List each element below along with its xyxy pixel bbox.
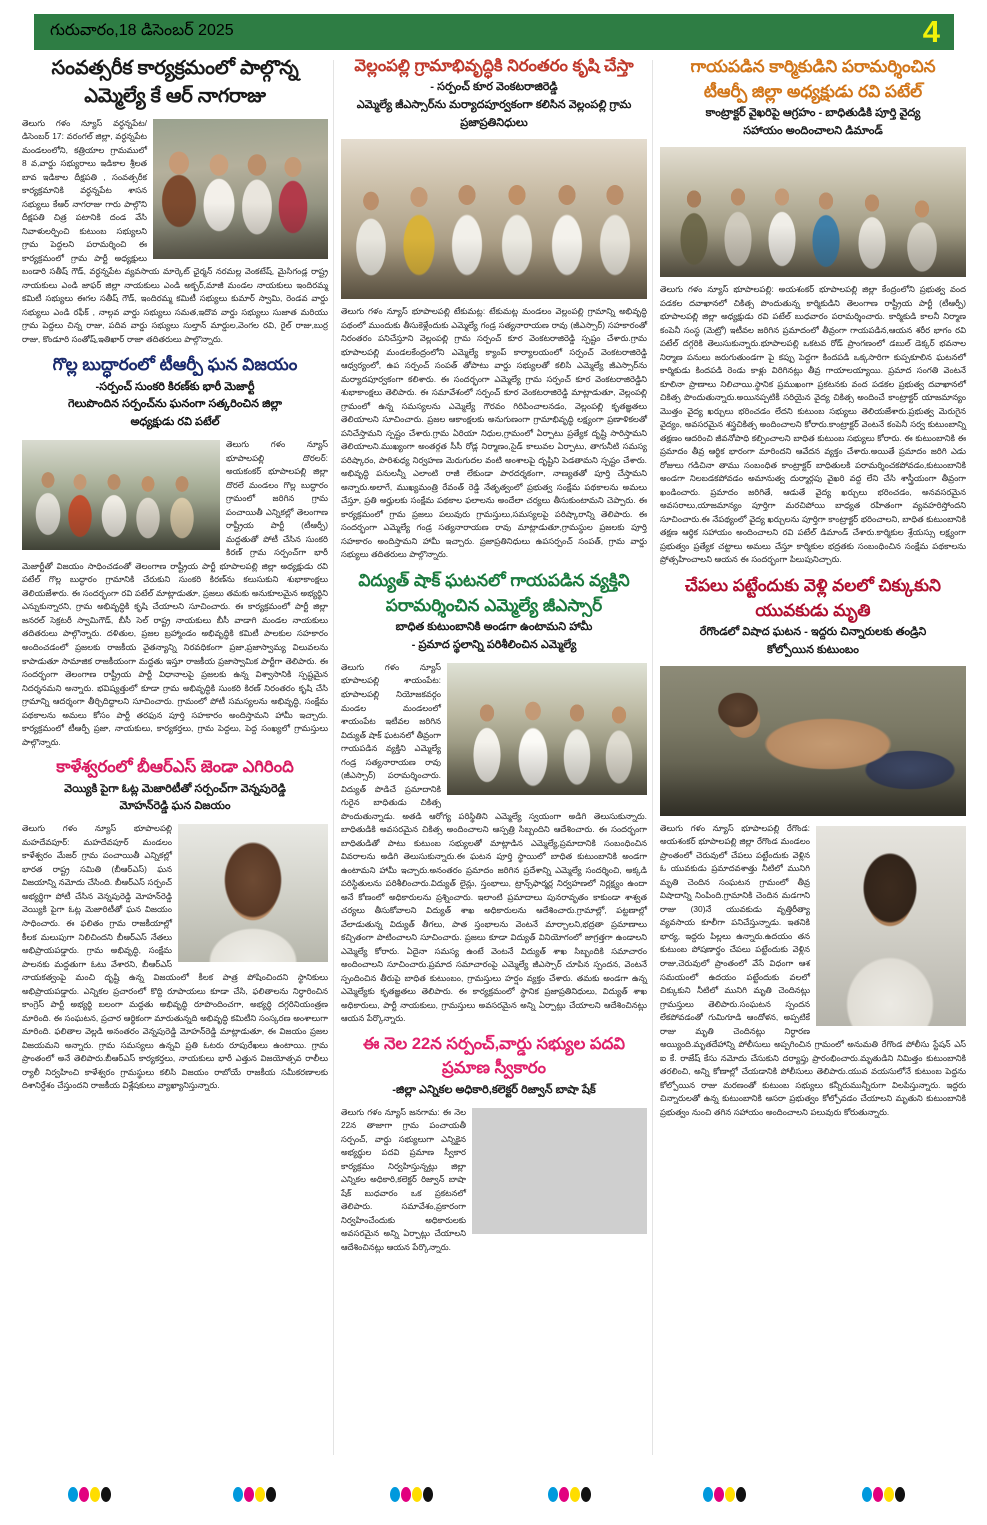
subheadline-1: బాధిత కుటుంబానికి అండగా ఉంటామని హామీ [395,621,593,634]
column-divider-1 [333,60,334,1455]
article-photo-deceased-portrait [816,826,966,1026]
subheadline-1: -జిల్లా ఎన్నికల అధికారి,కలెక్టర్ రిజ్వాన్ బాషా షేక్ [392,1083,596,1096]
article-vellampalli-development [341,56,647,562]
article-injured-worker-visit [660,56,966,567]
black-dot [581,1487,591,1502]
magenta-dot [714,1487,724,1502]
cmyk-mark-group [233,1487,276,1502]
article-electric-shock-visit [341,570,647,1026]
article-oath-ceremony [341,1034,647,1254]
article-body: తెలుగు గళం న్యూస్ భూపాలపల్లి టేకుమట్ల: టేకుమట్ల మండలం వెల్లంపల్లి గ్రామాన్ని అభివృద్ధి పథంలో ముందుకు తీసుకెళ్లేందుకు ఎమ్మెల్యే గండ్ర సత్యనారాయణ రావు (జీఎస్సార్) సహకారంతో నిరంతరం పనిచేస్తూని వెల్లంపల్లి గ్రామ సర్పంచ్ కూర వెంకటరాజిరెడ్డి స్పష్టం చేశారు.గ్రామ భూపాలపల్లి మండలకేంద్రంలోని ఎమ్మెల్యే క్యాంప్ కార్యాలయంలో సర్పంచ్ వెంకటరాజిరెడ్డి ఆధ్వర్యంలో, ఉప సర్పంచ్ సంపత్ తోపాటు వార్డు సభ్యులతో కలిసి ఎమ్మెల్యే జీఎస్సార్‌ను మర్యాదపూర్వకంగా కలిశారు. ఈ సందర్భంగా ఎమ్మెల్యే గ్రామ సర్పంచ్ కూర వెంకటరాజిరెడ్డిని శుభాకాంక్షలు తెలిపారు. ఈ సమావేశంలో సర్పంచ్ కూర వెంకటరాజిరెడ్డి మాట్లాడుతూ, వెల్లంపల్లి గ్రామంలో ఉన్న సమస్యలను ఎమ్మెల్యే గౌరవం గిరిపించాలనడం, వెల్లంపల్లి కృతజ్ఞతలు తెలియాలని సూచించారు. ప్రజల ఆకాంక్షలకు అనుగుణంగా గ్రామాభివృద్ధి లక్ష్యంగా ప్రణాళికలతో పనిచేస్తామని స్పష్టం చేశారు.గ్రామ ఏరియా నిధుల,గ్రామంలో ఏర్పాటు ప్రత్యేక దృష్టి సారిస్తామని తెలియాలని.ముఖ్యంగా అంతర్గత సీసీ రోడ్ల నిర్మాణం,సైడ్ కాలువల ఏర్పాటు, తాగునీటి సమస్య పరిష్కారం, పారిశుధ్య నిర్వహణ మెరుగుదల వంటి అంశాలపై దృష్టిని పెడతామని స్పష్టం చేశారు. అభివృద్ధి పనులన్నీ ఎలాంటి రాజీ లేకుండా పారదర్శకంగా, నాణ్యతతో పూర్తి చేస్తామని అన్నారు.అలాగే, ముఖ్యమంత్రి రేవంత్ రెడ్డి నేతృత్వంలో ప్రభుత్వ సంక్షేమ పథకాలను అమలు చేస్తూ, ప్రతి అర్హులకు సంక్షేమ పథకాల ఫలాలను అందేలా చర్యలు తీసుకుంటామని చెప్పారు. ఈ కార్యక్రమంలో గ్రామ ప్రజలు పలువురు గ్రామస్తులు,సమస్యలపై పరిష్కారాన్ని తెలిపారు. ఈ సందర్భంగా ఎమ్మెల్యే గండ్ర సత్యనారాయణ రావు మాట్లాడుతూ,గ్రామస్థుల ప్రజలకు పూర్తి సహకారం అందిస్తామని హామీ ఇచ్చారు. ప్రజాప్రతినిధులు ఉపసర్పంచ్ సంపత్, గ్రామ వార్డు సభ్యులు తదితరులు పాల్గొన్నారు. [341,306,647,560]
cyan-dot [68,1487,78,1502]
page-number: 4 [922,13,940,49]
yellow-dot [90,1487,100,1502]
article-photo-garlanding [153,119,328,259]
cmyk-mark-group [68,1487,111,1502]
article-body: తెలుగు గళం న్యూస్ భూపాలపల్లి దొరలర్: అయకంకర్ భూపాలపల్లి జిల్లా దొరలే మండలం గొల్ల బుద్ధారం గ్రామంలో జరిగిన గ్రామ పంచాయితీ ఎన్నికల్లో తెలంగాణ రాష్ట్రీయ పార్టీ (టీఆర్పీ) మద్దతుతో పోటీ చేసిన సుంకరి కిరణ్ గ్రామ సర్పంచ్‌గా భారీ మెజార్టీతో విజయం సాధించడంతో తెలంగాణ రాష్ట్రీయ పార్టీ భూపాలపల్లి జిల్లా అధ్యక్షుడు రవి పటేల్ గొల్ల బుద్ధారం గ్రామానికి చేరుకుని సుంకరి కిరణ్‌ను కలుసుకుని శుభాకాంక్షలు తెలియజేశారు. ఈ సందర్భంగా రవి పటేల్ మాట్లాడుతూ, ప్రజలు తమకు అనుకూలమైన అభ్యర్థిని ఎన్నుకున్నారని, గ్రామ అభివృద్ధికి కృషి చేయాలని సూచించారు. ఈ కార్యక్రమంలో పార్టీ జిల్లా జనరల్ సెక్రటరీ స్వామిగౌడ్, బీసీ సెల్ రాష్ట్ర నాయకులు బీసీ వాడాగి మండల నాయకులు తదితరులు పాల్గొన్నారు. దళితుల, ప్రజల బ్రహ్మాండం అభివృద్ధికి కమిటీ పాలకుల సహకారం అందించడంలో ప్రజలకు రాజకీయ వైతన్యాన్ని నిరవధికంగా ప్రజా,ప్రజాస్వామ్య విలువలను కాపాడుతూ సామాజిక రాజకీయంగా మద్దతు ఇస్తూ రాజకీయ ప్రజాస్వామిక పార్టీగా తెలిపారు. ఈ సందర్భంగా తెలంగాణ రాష్ట్రీయ పార్టీ విధానాలపై ప్రజలకు ఉన్న విశ్వాసానికి స్పష్టమైన నిదర్శనమని అన్నారు. భవిష్యత్తులో కూడా గ్రామ అభివృద్ధికి సుంకరి కిరణ్ నిరంతరం కృషి చేసి గ్రామాన్ని ఆదర్శంగా తీర్చిదిద్దాలని సూచించారు. గ్రామంలో పోటీ సమస్యలను అభివృద్ధి, సంక్షేమ పథకాలను అమలు కోసం పార్టీ తరఫున పూర్తి సహకారం అందిస్తామని హామీ ఇచ్చారు. కార్యక్రమంలో టీఆర్పీ ప్రజా, నాయకులు, కార్యకర్తలు, గ్రామ పెద్దలు, పెద్ద సంఖ్యలో గ్రామస్తులు పాల్గొన్నారు. [22,439,328,747]
headline-line-2: పరామర్శించిన ఎమ్మెల్యే జీఎస్సార్ [385,596,603,616]
column-3 [660,56,966,1119]
cyan-dot [703,1487,713,1502]
headline-line-1: ఈ నెల 22న సర్పంచ్,వార్డు సభ్యుల పదవి [362,1034,625,1053]
black-dot [895,1487,905,1502]
article-golla-buddaram-victory [22,354,328,749]
yellow-dot [725,1487,735,1502]
masthead-date: గురువారం,18 డిసెంబర్ 2025 [50,22,234,39]
article-photo-mla-meeting [341,139,647,299]
article-photo-body-on-ground [660,666,966,816]
column-1 [22,56,328,1093]
cmyk-mark-group [548,1487,591,1502]
article-body: తెలుగు గళం న్యూస్ భూపాలపల్లి శాయంపేట: భూపాలపల్లి నియోజకవర్గం మండల మండలంలో శాయంపేట ఇటీవల జరిగిన విద్యుత్ షాక్ ఘటనలో తీవ్రంగా గాయపడిన వ్యక్తిని ఎమ్మెల్యే గండ్ర సత్యనారాయణ రావు (జీఎస్సార్) పరామర్శించారు. విద్యుత్ పొడిచే ప్రమాదానికి గురైన బాధితుడు చికిత్స పొందుతున్నాడు. అతడి ఆరోగ్య పరిస్థితిని ఎమ్మెల్యే స్వయంగా అడిగి తెలుసుకున్నారు. బాధితుడికి అవసరమైన చికిత్స అందించాలని ఆస్పత్రి సిబ్బందిని ఆదేశించారు. ఈ సందర్భంగా బాధితుడితో పాటు కుటుంబ సభ్యులతో మాట్లాడిన ఎమ్మెల్యే,ప్రమాదానికి సంబంధించిన వివరాలను అడిగి తెలుసుకున్నారు.ఈ ఘటన పూర్తి స్థాయిలో బాధిత కుటుంబానికి అండగా ఉంటామని హామీ ఇచ్చారు.అనంతరం ప్రమాదం జరిగిన ప్రదేశాన్ని ఎమ్మెల్యే సందర్శించి, అక్కడి పరిస్థితులను పరిశీలించారు.విద్యుత్ లైన్లు, స్తంభాలు, ట్రాన్స్‌ఫార్మర్ల నిర్వహణలో నిర్లక్ష్యం ఉందా అనే కోణంలో అధికారులను ప్రశ్నించారు. ఇలాంటి ప్రమాదాలు పునరావృతం కాకుండా శాశ్వత చర్యలు తీసుకోవాలని విద్యుత్ శాఖ అధికారులను ఆదేశించారు.గ్రామాల్లో, పట్టణాల్లో వేలాడుతున్న విద్యుత్ తీగలు, పాత స్తంభాలను వెంటనే మార్చాలని,భద్రతా ప్రమాణాలు కచ్చితంగా పాటించాలని సూచించారు. ప్రజలు కూడా విద్యుత్ వినియోగంలో జాగ్రత్తగా ఉండాలని ఎమ్మెల్యే కోరారు. ఏదైనా సమస్య ఉంటే వెంటనే విద్యుత్ శాఖ సిబ్బందికి సమాచారం అందించాలని సూచించారు.ప్రమాద సమాచారంపై ఎమ్మెల్యే జీఎస్సార్ చూపిన స్పందన, వెంటనే స్పందించిన తీరుపై బాధిత కుటుంబం, గ్రామస్తులు హర్షం వ్యక్తం చేశారు. తమకు అండగా ఉన్న ఎమ్మెల్యేకు కృతజ్ఞతలు తెలిపారు. ఈ కార్యక్రమంలో స్థానిక ప్రజాప్రతినిధులు, విద్యుత్ శాఖ అధికారులు, పార్టీ నాయకులు, గ్రామస్తులు అవసరమైన అన్ని ఏర్పాట్లు చేయాలని ఆదేశించినట్లు ఆయన పేర్కొన్నారు. [341,661,647,1024]
cmyk-mark-group [862,1487,905,1502]
headline-line-2: ప్రమాణ స్వీకారం [441,1059,547,1078]
subheadline-2: - ప్రమాద స్థలాన్ని పరిశీలించిన ఎమ్మెల్యే [411,639,577,652]
headline-line-1: చేపలు పట్టేందుకు వెళ్లి వలలో చిక్కుకుని [685,575,941,595]
subheadline-3: అధ్యక్షుడు రవి పటేల్ [130,416,220,429]
article-body: తెలుగు గళం న్యూస్ భూపాలపల్లి రేగొండ: అయశంకర్ భూపాలపల్లి జిల్లా రేగొండ మండలం ప్రాంతంలో చెరువులో చేపలు పట్టేందుకు వెళ్లిన ఓ యువకుడు ప్రమాదవశాత్తు నీటిలో మునిగి మృతి చెందిన సంఘటన గ్రామంలో తీవ్ర విషాదాన్ని నింపింది.గ్రామానికి చెందిన మడగాని రాజు (30)నే యువకుడు వృత్తిరీత్యా వ్యవసాయ కూలీగా పనిచేస్తున్నాడు. ఇతనికి భార్య, ఇద్దరు పిల్లలు ఉన్నారు.ఉదయం తన కుటుంబ పోషణార్థం చేపలు పట్టేందుకు వెళ్లిన రాజు,చెరువులో ప్రాంతంలో వేసే విధంగా ఆశ సమయంలో ఉదయం పట్టేందుకు వలలో చిక్కుకుని నీటిలో మునిగి మృతి చెందినట్లు గ్రామస్తులు తెలిపారు.సంఘటన స్పందన లేకపోవడంతో గుమిగూడి ఆందోళన, అప్పటికే రాజు మృతి చెందినట్లు నిర్ధారణ అయ్యింది.మృతదేహాన్ని పోలీసులు అప్పగించిన గ్రామంలో అనుమతి రేగొండ పోలీసు స్టేషన్ ఎస్ ఐ కే. రాజేష్ కేసు నమోదు చేసుకుని దర్యాప్తు ప్రారంభించారు.మృతుడిని నిమిత్తం కుటుంబానికి తరలించి, అన్ని కోణాల్లో చేయడానికి పోలీసులు తెలిపారు.యువ వయసులోనే కుటుంబ పెద్దను కోల్పోయిన రాజు మరణంతో కుటుంబ సభ్యులు కన్నీరుమున్నీరుగా విలపిస్తున్నారు. ఇద్దరు చిన్నారులతో ఉన్న కుటుంబానికి ఆసరా ప్రభుత్వం కోల్పోవడం చేయాలని మృతుని కుటుంబానికి ప్రభుత్వం నుంచి తగిన సహాయం అందించాలని పలువురు కోరుతున్నారు. [660,822,966,1117]
article-anniversary-program [22,56,328,346]
headline: వెల్లంపల్లి గ్రామాభివృద్ధికి నిరంతరం కృషి చేస్తా [354,57,634,75]
masthead-bar [34,14,954,50]
cmyk-registration-strip [0,1484,987,1506]
article-kaleshwaram-brs [22,757,328,1093]
article-body: తెలుగు గళం న్యూస్ వర్ధన్నపేట/డిసెంబర్ 17: వరంగల్ జిల్లా, వర్ధన్నపేట మండలంలోని, కత్రియాల గ్రామములో 8 వ,వార్డు సభ్యురాలు ఇడికాల శ్రీలత బావ ఇడికాల దీక్షపతి , సంవత్సరీక కార్యక్రమానికి వర్ధన్నపేట శాసన సభ్యులు కేఆర్ నాగరాజు గారు పాల్గొని దీక్షపతి చిత్ర పటానికి దండ వేసి నివాళులర్పించి కుటుంబ సభ్యులని గ్రామ పెద్దలని పరామర్శించి ఈ కార్యక్రమంలో గ్రామ పార్టీ అధ్యక్షులు బండారి సతీష్ గౌడ్, వర్ధన్నపేట వ్యవసాయ మార్కెట్ ఛైర్మన్ నరమల్ల వెంకటేష్, మైసిగండ్ల రాష్ట్ర నాయకులు ఎండి జాఫర్ జిల్లా నాయకులు ఎండి అక్బర్,మాజీ మండల నాయకులు ఇందిరమ్మ కమిటీ సభ్యులు ఈగల సతీష్ గౌడ్, ఇందిరమ్మ కమిటీ సభ్యులు కుమార్ స్వామి, రెండవ వార్డు సభ్యులు ఎండి రఫీక్ , నాల్గవ వార్డు సభ్యులు సమత,ఇదొవ వార్డు సభ్యులు సుజాత మరియు గ్రామ పెద్దలు చిన్న రాజు, పదివ వార్డు సభ్యులు సుల్తాన్ మార్డుల,వెంగల రవి, రైల్ రాజు,బుర్ర రాజు, కొండూరి సంతోష్,ఇతిఖార్ రాజా తదితరులు పాల్గొన్నారు. [22,117,328,344]
headline-line-1: విద్యుత్ షాక్ ఘటనలో గాయపడిన వ్యక్తిని [358,570,630,590]
article-photo-hospital-visit [660,147,966,277]
yellow-dot [570,1487,580,1502]
headline-line-2: యువకుడు మృతి [755,600,871,620]
subheadline-1: - సర్పంచ్ కూర వెంకటరాజిరెడ్డి [430,81,558,94]
subheadline-1: వెయ్యికి పైగా ఓట్ల మెజారిటీతో సర్పంచ్‌గా వెన్నపురెడ్డి [64,782,286,795]
black-dot [736,1487,746,1502]
article-photo-celebration-crowd [22,440,220,550]
subheadline-1: కాంట్రాక్టర్ వైఖరిపై ఆగ్రహం - బాధితుడికి పూర్తి వైద్య [705,107,921,120]
headline-line-2: టీఆర్పీ జిల్లా అధ్యక్షుడు రవి పటేల్ [703,82,923,102]
article-body: తెలుగు గళం న్యూస్ భూపాలపల్లి మహదేవపూర్: మహదేవపూర్ మండలం కాళేశ్వరం మేజర్ గ్రామ పంచాయితీ ఎన్నికల్లో భారత రాష్ట్ర సమితి (బీఆర్ఎస్) ఘన విజయాన్ని నమోదు చేసింది. బీఆర్ఎస్ సర్పంచ్ అభ్యర్థిగా పోటీ చేసిన వెన్నపురెడ్డి మోహన్‌రెడ్డి వెయ్యికి పైగా ఓట్ల మెజారిటీతో ఘన విజయం సాధించారు. ఈ ఫలితం గ్రామ రాజకీయాల్లో కీలక మలుపుగా నిలిచిందని బీఆర్ఎస్ నేతలు అభిప్రాయపడ్డారు. గ్రామ అభివృద్ధి, సంక్షేమ పాలనకు మద్దతుగా ఓటు వేశారని, బీఆర్ఎస్ నాయకత్వంపై మంచి దృష్టి ఉన్న విజయంలో కీలక పాత్ర పోషించిందని స్థానికులు అభిప్రాయపడ్డారు. ఎన్నికల ప్రచారంలో కొద్ది రూపాయలు కూడా చేసి, ఫలితాలను నిర్ధారించిన కాంగ్రెస్ పార్టీ అభ్యర్థి బలంగా మద్దతు అభివృద్ధి రూపొందించగా, అభ్యర్థి దగ్గరినియంత్రణ మారింది. ఈ సంఘటన, ప్రచార ఆర్థికంగా మారుతున్నది అభివృద్ధి కమిటీని సంస్కరణ అంశాలుగా మారింది. ఫలితాల వెల్లడి అనంతరం వెన్నపురెడ్డి మోహన్‌రెడ్డి మాట్లాడుతూ, ఈ విజయం ప్రజల విజయమని అన్నారు. గ్రామ సమస్యలు ఉన్నవి ప్రతి ఓటరు రూపురేఖలు ఉంటాయి. గ్రామ ప్రాంతంలో అనే తెలిపారు.బీఆర్ఎస్ కార్యకర్తలు, నాయకులు భారీ ఎత్తున విజయోత్సవ రాలీలు ర్యాలీ నిర్వహించి కాళేశ్వరం గ్రామస్థులు కలిసి విజయం రాబోయే రాజకీయ సమీకరణాలకు దిశానిర్దేశం చేస్తుందని రాజకీయ విశ్లేషకులు వ్యాఖ్యానిస్తున్నారు. [22,823,328,1091]
cmyk-mark-group [390,1487,433,1502]
subheadline-2: సహాయం అందించాలని డిమాండ్ [743,125,883,138]
subheadline-2: మోహన్‌రెడ్డి ఘన విజయం [119,800,231,813]
article-body: తెలుగు గళం న్యూస్ జనగామ: ఈ నెల 22న తాజాగా గ్రామ పంచాయతీ సర్పంచ్, వార్డు సభ్యులుగా ఎన్నికైన అభ్యర్థుల పదవి ప్రమాణ స్వీకార కార్యక్రమం నిర్వహిస్తున్నట్లు జిల్లా ఎన్నికల అధికారి,కలెక్టర్ రిజ్వాన్ బాషా షేక్ బుధవారం ఒక ప్రకటనలో తెలిపారు. సమావేశం,ప్రకారంగా నిర్వహించేందుకు అధికారులకు అవసరమైన అన్ని ఏర్పాట్లు చేయాలని ఆదేశించినట్లు ఆయన పేర్కొన్నారు. [341,1106,466,1252]
headline: గొల్ల బుద్ధారంలో టీఆర్పీ ఘన విజయం [52,355,298,375]
cyan-dot [862,1487,872,1502]
headline-line-1: సంవత్సరీక కార్యక్రమంలో పాల్గొన్న [51,57,299,79]
article-photo-collector-desk [472,1108,647,1234]
magenta-dot [79,1487,89,1502]
magenta-dot [559,1487,569,1502]
subheadline-2: గెలుపొందిన సర్పంచ్‌ను ఘనంగా సత్కరించిన జిల్లా [68,398,282,411]
column-divider-2 [652,60,653,1455]
magenta-dot [244,1487,254,1502]
subheadline-2: కోల్పోయిన కుటుంబం [767,643,859,656]
cyan-dot [233,1487,243,1502]
yellow-dot [884,1487,894,1502]
yellow-dot [255,1487,265,1502]
black-dot [266,1487,276,1502]
column-2 [341,56,647,1254]
black-dot [101,1487,111,1502]
yellow-dot [412,1487,422,1502]
article-photo-mla-walking [447,663,647,795]
subheadline-2: ఎమ్మెల్యే జీఎస్సార్‌ను మర్యాదపూర్వకంగా కలిసిన వెల్లంపల్లి గ్రామ [356,99,632,112]
subheadline-1: రేగొండలో విషాద ఘటన - ఇద్దరు చిన్నారులకు తండ్రిని [699,626,927,639]
headline-line-2: ఎమ్మెల్యే కే ఆర్ నాగరాజు [84,85,266,108]
cmyk-mark-group [703,1487,746,1502]
headline: కాళేశ్వరంలో బీఆర్ఎస్ జెండా ఎగిరింది [56,758,294,777]
article-body: తెలుగు గళం న్యూస్ భూపాలపల్లి: అయశంకర్ భూపాలపల్లి జిల్లా కేంద్రంలోని ప్రభుత్వ వంద పడకల దవాఖానలో చికిత్స పొందుతున్న కార్మికుడిని తెలంగాణ రాష్ట్రీయ పార్టీ (టీఆర్పీ) భూపాలపల్లి జిల్లా అధ్యక్షుడు రవి పటేల్ బుధవారం పరామర్శించారు. కార్మికుడి కాలనీ నిర్మాణ కంపెనీ సంస్థ (మెట్రో) ఇటీవల జరిగిన ప్రమాదంలో తీవ్రంగా గాయపడిన,ఆయన శరీర భాగం రవి పటేల్ దగ్గరికి తెలుసుకున్నారు.భూపాలపల్లి ఒకటవ రోడ్ ప్రాంగణంలో డబుల్ డెక్కర్ భవనాల నిర్మాణ పనులు జరుగుతుండగా పై కప్పు పెద్దగా కిందపడి ఒక్కసారిగా కుప్పకూలిన ఘటనలో కార్మికుడు కిందపడి రెండు కాళ్లు విరిగినట్లు తీవ్ర గాయాలయ్యాయి. ప్రమాద సంగతి వెంటనే కూలినా ప్రాణాలు నిలిచాయి.స్థానిక ప్రముఖంగా ప్రకటనకు వంద పడకల ప్రభుత్వ దవాఖానలో చికిత్స పొందుతున్నారు.అయినప్పటికీ సరియైన వైద్య చికిత్స అందించే కాంట్రాక్టర్ యాజమాన్యం మొత్తం వైద్య ఖర్చులు భరించడం లేదని కుటుంబ సభ్యులు తెలియజేశారు.ప్రభుత్వ మెరుగైన వైద్యం, అవసరమైన శస్త్రచికిత్స అందించాలని కోరారు.కాంట్రాక్టర్ వెంటనే కంపెనీ సర్వ కుటుంబాన్ని తక్షణం ఆదరించి జీవనోపాధి కల్పించాలని బాధిత కుటుంబ సభ్యులు కోరారు. ఈ కుటుంబానికి ఈ ప్రమాదం తీవ్ర ఆర్థిక భారంగా మారిందని ఆవేదన వ్యక్తం చేశారు.అయితే ప్రమాదం జరిగి ఎడు రోజులు గడిచినా తాము సంబంధిత కాంట్రాక్టర్ బాధితులకి పరామర్శించకపోవడం,కుటుంబానికి అండగా నిలబడకపోవడం అమానుత్వ దుర్మార్గపు వైఖరి వద్ద లేని చేసి శాస్త్రీయంగా తీవ్రంగా ఖండించారు. ప్రమాదం జరిగితే, ఆడుతే వైద్య ఖర్చులు భరించడం, అనవసరమైన అవసరాలు,యాజమాన్యం పూర్తిగా మరచిపోయి బాధ్యత రహితంగా వ్యవహరిస్తోందని సూచించారు.ఈ నేపథ్యంలో వైద్య ఖర్చులను పూర్తిగా కాంట్రాక్టర్ భరించాలని, బాధిత కుటుంబానికి తక్షణ ఆర్థిక సహాయం అందించాలని రవి పటేల్ డిమాండ్ చేశారు.కార్మికుల శ్రేయస్సు లక్ష్యంగా ప్రభుత్వం ప్రత్యేక చట్టాలు అమలు చేస్తూ కార్మికుల భద్రతకు సంబంధించిన సంక్షేమ పథకాలను ప్రోత్సహించాలని ఆయన ఈ సందర్భంగా పిలుపునిచ్చారు. [660,284,966,565]
magenta-dot [873,1487,883,1502]
article-photo-portrait-man [178,824,328,962]
subheadline-1: -సర్పంచ్ సుంకరి కిరణ్‌కు భారీ మెజార్టీ [95,380,255,393]
article-drowning-death [660,575,966,1119]
headline-line-1: గాయపడిన కార్మికుడిని పరామర్శించిన [690,57,936,76]
black-dot [423,1487,433,1502]
subheadline-3: ప్రజాప్రతినిధులు [460,117,528,130]
magenta-dot [401,1487,411,1502]
cyan-dot [548,1487,558,1502]
cyan-dot [390,1487,400,1502]
